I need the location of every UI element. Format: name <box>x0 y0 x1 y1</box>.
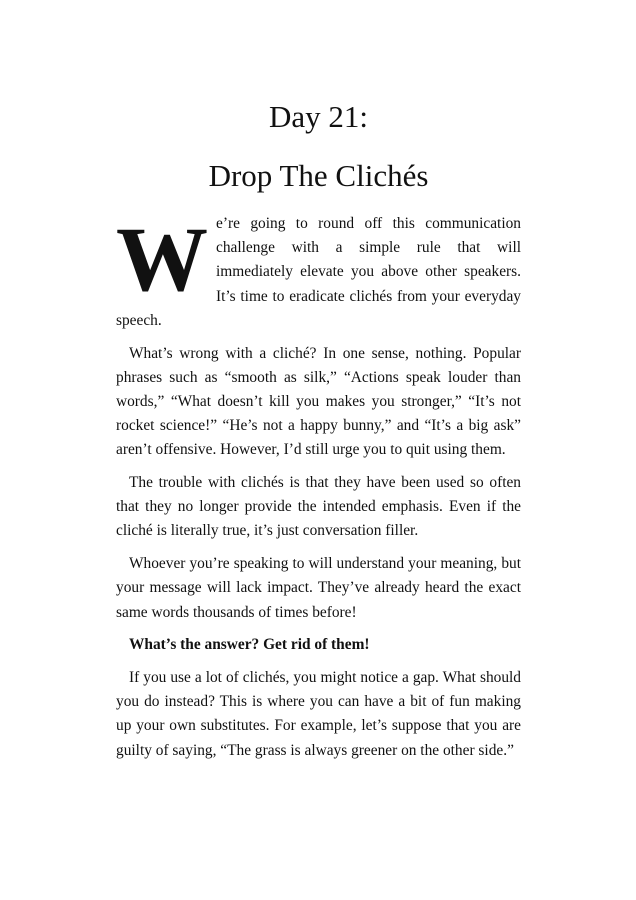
paragraph-1-text: e’re going to round off this communication challenge with a simple rule that will immediately elevate you above other speakers. It’s time to eradicate clichés from your everyday speech. <box>116 215 521 329</box>
drop-cap: W <box>116 208 208 310</box>
paragraph-3: The trouble with clichés is that they have been used so often that they no longer provide the intended emphasis. Even if the cliché is literally true, it’s just conversation filler. <box>116 474 521 540</box>
paragraph-5-bold: What’s the answer? Get rid of them! <box>129 636 370 654</box>
chapter-body <box>116 208 521 771</box>
chapter-title-name: Drop The Clichés <box>208 158 429 193</box>
paragraph-6: If you use a lot of clichés, you might notice a gap. What should you do instead? This is where you can have a bit of fun making up your own substitutes. For example, let’s suppose that you are guilty of saying, “The grass is always greener on the other side.” <box>116 668 521 759</box>
paragraph-1 <box>116 208 521 333</box>
paragraph-4: Whoever you’re speaking to will understand your meaning, but your message will lack impact. They’ve already heard the exact same words thousands of times before! <box>116 555 521 621</box>
chapter-title-day: Day 21: <box>268 99 368 134</box>
paragraph-2: What’s wrong with a cliché? In one sense, nothing. Popular phrases such as “smooth as silk,” “Actions speak louder than words,” “What doesn’t kill you makes you stronger,” “It’s not rocket science!” “He’s not a happy bunny,” and “It’s a big ask” aren’t offensive. However, I’d still urge you to quit using them. <box>116 344 521 459</box>
